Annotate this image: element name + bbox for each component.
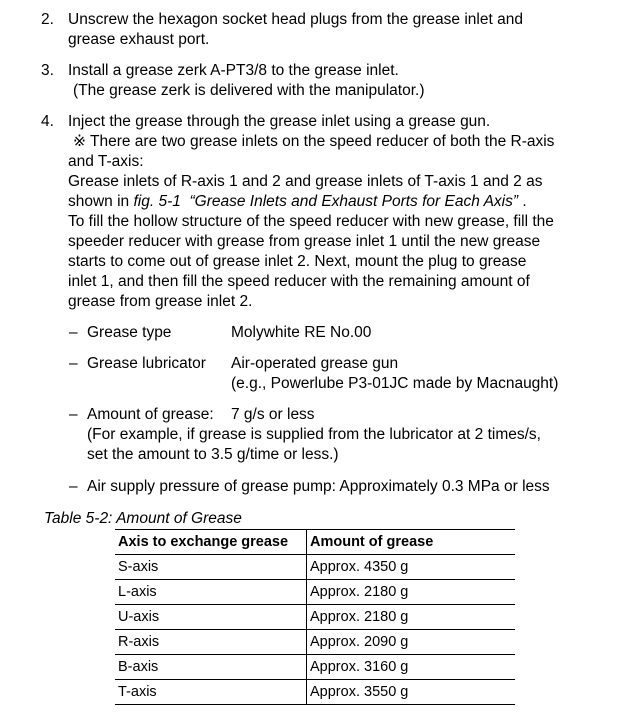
step-text-line: To fill the hollow structure of the speed reducer with new grease, fill the [68,213,554,230]
bullet-note-line: (For example, if grease is supplied from the lubricator at 2 times/s, [87,426,541,443]
amount-cell: Approx. 3550 g [307,680,516,705]
step-text-line: Inject the grease through the grease inlet using a grease gun. [68,113,491,130]
figure-reference-link[interactable]: fig. 5-1 [133,193,181,210]
dash-bullet: – [69,324,78,341]
bullet-value: Air-operated grease gun [231,355,399,372]
grease-amount-table [115,529,515,705]
axis-cell: T-axis [115,680,307,705]
bullet-label: Grease type [87,324,172,341]
table-header-row [115,530,515,555]
bullet-value: Molywhite RE No.00 [231,324,372,341]
step-text-line: grease exhaust port. [68,31,210,48]
table-row [115,555,515,580]
step-text-line: shown in fig. 5-1 “Grease Inlets and Exhaust Ports for Each Axis” . [68,193,527,210]
note-line: ※ There are two grease inlets on the speed reducer of both the R-axis [73,133,555,150]
step-text-line: inlet 1, and then fill the speed reducer with the remaining amount of [68,273,530,290]
bullet-label: Grease lubricator [87,355,206,372]
bullet-label: Air supply pressure of grease pump: Approximately 0.3 MPa or less [87,478,550,495]
step-number: 4. [41,113,54,130]
amount-cell: Approx. 2090 g [307,630,516,655]
table-caption: Table 5-2: Amount of Grease [44,510,242,527]
column-header-amount: Amount of grease [307,530,516,555]
step-number: 3. [41,62,54,79]
bullet-note-line: set the amount to 3.5 g/time or less.) [87,446,339,463]
column-header-axis: Axis to exchange grease [115,530,307,555]
step-text-line: grease from grease inlet 2. [68,293,253,310]
step-number: 2. [41,11,54,28]
table-row [115,630,515,655]
amount-cell: Approx. 2180 g [307,580,516,605]
step-text-line: Unscrew the hexagon socket head plugs from the grease inlet and [68,11,523,28]
axis-cell: U-axis [115,605,307,630]
dash-bullet: – [69,478,78,495]
step-text-line: Grease inlets of R-axis 1 and 2 and grease inlets of T-axis 1 and 2 as [68,173,543,190]
bullet-value-example: (e.g., Powerlube P3-01JC made by Macnaught) [231,375,559,392]
table-row [115,580,515,605]
bullet-value: 7 g/s or less [231,406,315,423]
step-text-line: Install a grease zerk A-PT3/8 to the grease inlet. [68,62,399,79]
axis-cell: B-axis [115,655,307,680]
step-text-line: speeder reducer with grease from grease inlet 1 until the new grease [68,233,541,250]
note-line: and T-axis: [68,153,144,170]
dash-bullet: – [69,355,78,372]
axis-cell: R-axis [115,630,307,655]
dash-bullet: – [69,406,78,423]
shown-in-text: shown in [68,193,134,210]
figure-title: “Grease Inlets and Exhaust Ports for Each Axis” [189,193,519,210]
axis-cell: L-axis [115,580,307,605]
step-text-line: (The grease zerk is delivered with the manipulator.) [73,82,425,99]
table-row [115,680,515,705]
table-row [115,655,515,680]
table-row [115,605,515,630]
axis-cell: S-axis [115,555,307,580]
amount-cell: Approx. 4350 g [307,555,516,580]
amount-cell: Approx. 2180 g [307,605,516,630]
step-text-line: starts to come out of grease inlet 2. Next, mount the plug to grease [68,253,527,270]
bullet-label: Amount of grease: [87,406,214,423]
amount-cell: Approx. 3160 g [307,655,516,680]
